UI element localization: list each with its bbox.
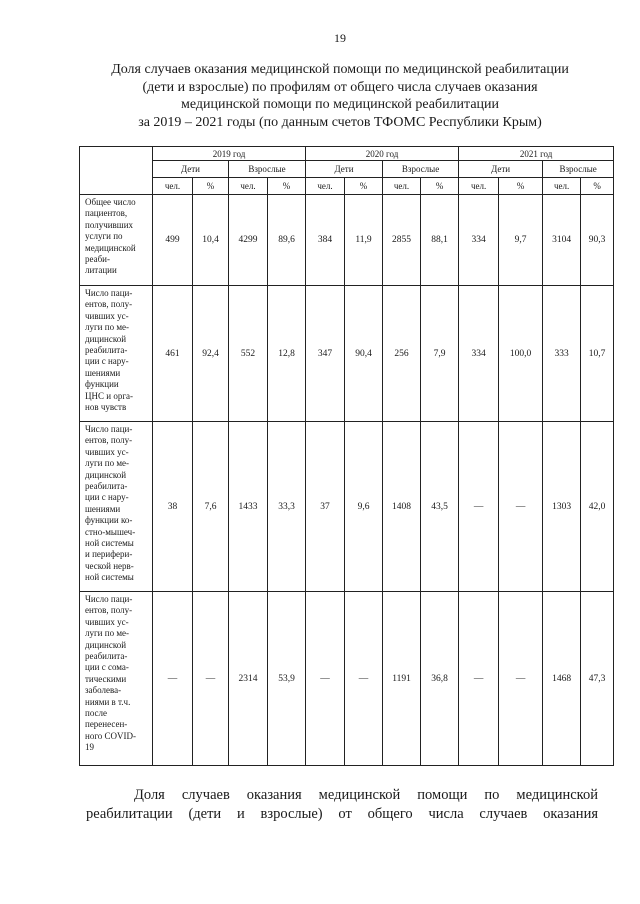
table-header bbox=[80, 147, 614, 195]
unit-header: % bbox=[581, 178, 614, 195]
row-label-line: луги по ме- bbox=[85, 458, 130, 469]
value-cell: — bbox=[459, 422, 499, 592]
row-label-line: Число паци- bbox=[85, 594, 133, 604]
row-label-line: ческой нерв- bbox=[85, 560, 134, 571]
unit-header: чел. bbox=[306, 178, 345, 195]
value-cell: 334 bbox=[459, 286, 499, 422]
row-label bbox=[80, 592, 153, 766]
value-cell: 33,3 bbox=[268, 422, 306, 592]
year-header: 2021 год bbox=[459, 147, 614, 161]
table-row bbox=[80, 195, 614, 286]
row-label-line: чивших ус- bbox=[85, 446, 129, 457]
value-cell: 1303 bbox=[543, 422, 581, 592]
year-header: 2019 год bbox=[153, 147, 306, 161]
row-label-line: пациентов, bbox=[85, 208, 128, 219]
value-cell: 1468 bbox=[543, 592, 581, 766]
value-cell: 11,9 bbox=[345, 195, 383, 286]
unit-header: % bbox=[345, 178, 383, 195]
row-label-line: нов чувств bbox=[85, 402, 127, 413]
value-cell: 10,7 bbox=[581, 286, 614, 422]
value-cell: 7,9 bbox=[421, 286, 459, 422]
unit-header: % bbox=[499, 178, 543, 195]
row-label-line: луги по ме- bbox=[85, 628, 130, 639]
value-cell: 499 bbox=[153, 195, 193, 286]
group-header-children: Дети bbox=[153, 161, 229, 178]
unit-header: чел. bbox=[153, 178, 193, 195]
group-header-children: Дети bbox=[306, 161, 383, 178]
row-label bbox=[80, 195, 153, 286]
value-cell: 90,3 bbox=[581, 195, 614, 286]
row-label-line: реабилита- bbox=[85, 651, 128, 662]
paragraph-line: Доля случаев оказания медицинской помощи по медицинской bbox=[134, 787, 598, 803]
row-label-line: реабилита- bbox=[85, 481, 128, 492]
row-label-line: реабилита- bbox=[85, 345, 128, 356]
row-label-line: ции с нару- bbox=[85, 492, 129, 503]
row-label-line: Общее число bbox=[85, 197, 136, 207]
row-label-line: литации bbox=[85, 265, 117, 276]
value-cell: 2855 bbox=[383, 195, 421, 286]
row-label-line: получивших bbox=[85, 219, 134, 230]
row-label-line: ной системы bbox=[85, 538, 134, 549]
row-label-line: Число паци- bbox=[85, 288, 133, 298]
table-body bbox=[80, 195, 614, 766]
row-label-line: ной системы bbox=[85, 572, 134, 583]
value-cell: 12,8 bbox=[268, 286, 306, 422]
value-cell: 1191 bbox=[383, 592, 421, 766]
row-label-line: ентов, полу- bbox=[85, 299, 133, 310]
row-label-line: перенесен- bbox=[85, 719, 128, 730]
value-cell: 53,9 bbox=[268, 592, 306, 766]
unit-header: чел. bbox=[543, 178, 581, 195]
value-cell: 92,4 bbox=[193, 286, 229, 422]
unit-header: % bbox=[193, 178, 229, 195]
group-header-children: Дети bbox=[459, 161, 543, 178]
value-cell: 9,6 bbox=[345, 422, 383, 592]
row-label-line: стно-мышеч- bbox=[85, 526, 136, 537]
group-header-adults: Взрослые bbox=[543, 161, 614, 178]
value-cell: 1433 bbox=[229, 422, 268, 592]
value-cell: 10,4 bbox=[193, 195, 229, 286]
value-cell: 47,3 bbox=[581, 592, 614, 766]
row-label-line: дицинской bbox=[85, 639, 127, 650]
row-label-line: ного COVID- bbox=[85, 730, 137, 741]
value-cell: 36,8 bbox=[421, 592, 459, 766]
value-cell: 100,0 bbox=[499, 286, 543, 422]
table-title bbox=[80, 61, 600, 131]
row-label-line: услуги по bbox=[85, 231, 123, 242]
value-cell: 89,6 bbox=[268, 195, 306, 286]
row-label-line: тическими bbox=[85, 673, 127, 684]
rehab-table bbox=[79, 146, 614, 766]
row-label-line: медицинской bbox=[85, 242, 136, 253]
row-label-line: Число паци- bbox=[85, 424, 133, 434]
row-label bbox=[80, 422, 153, 592]
group-header-adults: Взрослые bbox=[229, 161, 306, 178]
value-cell: 256 bbox=[383, 286, 421, 422]
row-label-line: 19 bbox=[85, 742, 94, 753]
row-label-line: ЦНС и орга- bbox=[85, 390, 134, 401]
row-label-line: после bbox=[85, 708, 108, 719]
value-cell: 9,7 bbox=[499, 195, 543, 286]
value-cell: 42,0 bbox=[581, 422, 614, 592]
row-label-line: функции bbox=[85, 379, 119, 390]
unit-header: чел. bbox=[459, 178, 499, 195]
value-cell: 7,6 bbox=[193, 422, 229, 592]
value-cell: — bbox=[499, 422, 543, 592]
value-cell: — bbox=[306, 592, 345, 766]
unit-header: чел. bbox=[383, 178, 421, 195]
unit-header: % bbox=[421, 178, 459, 195]
row-label-line: заболева- bbox=[85, 685, 122, 696]
row-label-line: реаби- bbox=[85, 254, 110, 265]
row-label-line: чивших ус- bbox=[85, 310, 129, 321]
value-cell: 88,1 bbox=[421, 195, 459, 286]
value-cell: 347 bbox=[306, 286, 345, 422]
body-paragraph bbox=[86, 786, 598, 824]
row-label-line: ции с нару- bbox=[85, 356, 129, 367]
unit-header: % bbox=[268, 178, 306, 195]
title-line: за 2019 – 2021 годы (по данным счетов ТФОМС Республики Крым) bbox=[138, 114, 542, 130]
table-row bbox=[80, 422, 614, 592]
row-label-line: ентов, полу- bbox=[85, 605, 133, 616]
value-cell: 3104 bbox=[543, 195, 581, 286]
value-cell: — bbox=[193, 592, 229, 766]
row-label-line: ции с сома- bbox=[85, 662, 129, 673]
value-cell: 38 bbox=[153, 422, 193, 592]
row-label-line: луги по ме- bbox=[85, 322, 130, 333]
value-cell: 4299 bbox=[229, 195, 268, 286]
value-cell: 37 bbox=[306, 422, 345, 592]
value-cell: 461 bbox=[153, 286, 193, 422]
value-cell: 552 bbox=[229, 286, 268, 422]
value-cell: 1408 bbox=[383, 422, 421, 592]
title-line: Доля случаев оказания медицинской помощи по медицинской реабилитации bbox=[111, 62, 569, 77]
value-cell: 334 bbox=[459, 195, 499, 286]
value-cell: 43,5 bbox=[421, 422, 459, 592]
paragraph-line: реабилитации (дети и взрослые) от общего числа случаев оказания bbox=[86, 806, 598, 822]
row-label-line: шениями bbox=[85, 367, 121, 378]
table-row bbox=[80, 286, 614, 422]
row-label-line: и перифери- bbox=[85, 549, 133, 560]
page-number: 19 bbox=[334, 31, 346, 45]
row-label-line: дицинской bbox=[85, 469, 127, 480]
value-cell: — bbox=[345, 592, 383, 766]
row-label-line: ентов, полу- bbox=[85, 435, 133, 446]
value-cell: — bbox=[499, 592, 543, 766]
value-cell: 2314 bbox=[229, 592, 268, 766]
row-label-line: чивших ус- bbox=[85, 616, 129, 627]
row-label-line: дицинской bbox=[85, 333, 127, 344]
title-line: медицинской помощи по медицинской реабилитации bbox=[180, 97, 500, 112]
row-label bbox=[80, 286, 153, 422]
value-cell: — bbox=[459, 592, 499, 766]
value-cell: 333 bbox=[543, 286, 581, 422]
header-corner bbox=[80, 147, 153, 195]
row-label-line: функции ко- bbox=[85, 515, 133, 526]
value-cell: 384 bbox=[306, 195, 345, 286]
value-cell: 90,4 bbox=[345, 286, 383, 422]
table-row bbox=[80, 592, 614, 766]
row-label-line: ниями в т.ч. bbox=[85, 696, 131, 707]
year-header: 2020 год bbox=[306, 147, 459, 161]
title-line: (дети и взрослые) по профилям от общего числа случаев оказания bbox=[142, 79, 538, 95]
row-label-line: шениями bbox=[85, 503, 121, 514]
unit-header: чел. bbox=[229, 178, 268, 195]
value-cell: — bbox=[153, 592, 193, 766]
group-header-adults: Взрослые bbox=[383, 161, 459, 178]
